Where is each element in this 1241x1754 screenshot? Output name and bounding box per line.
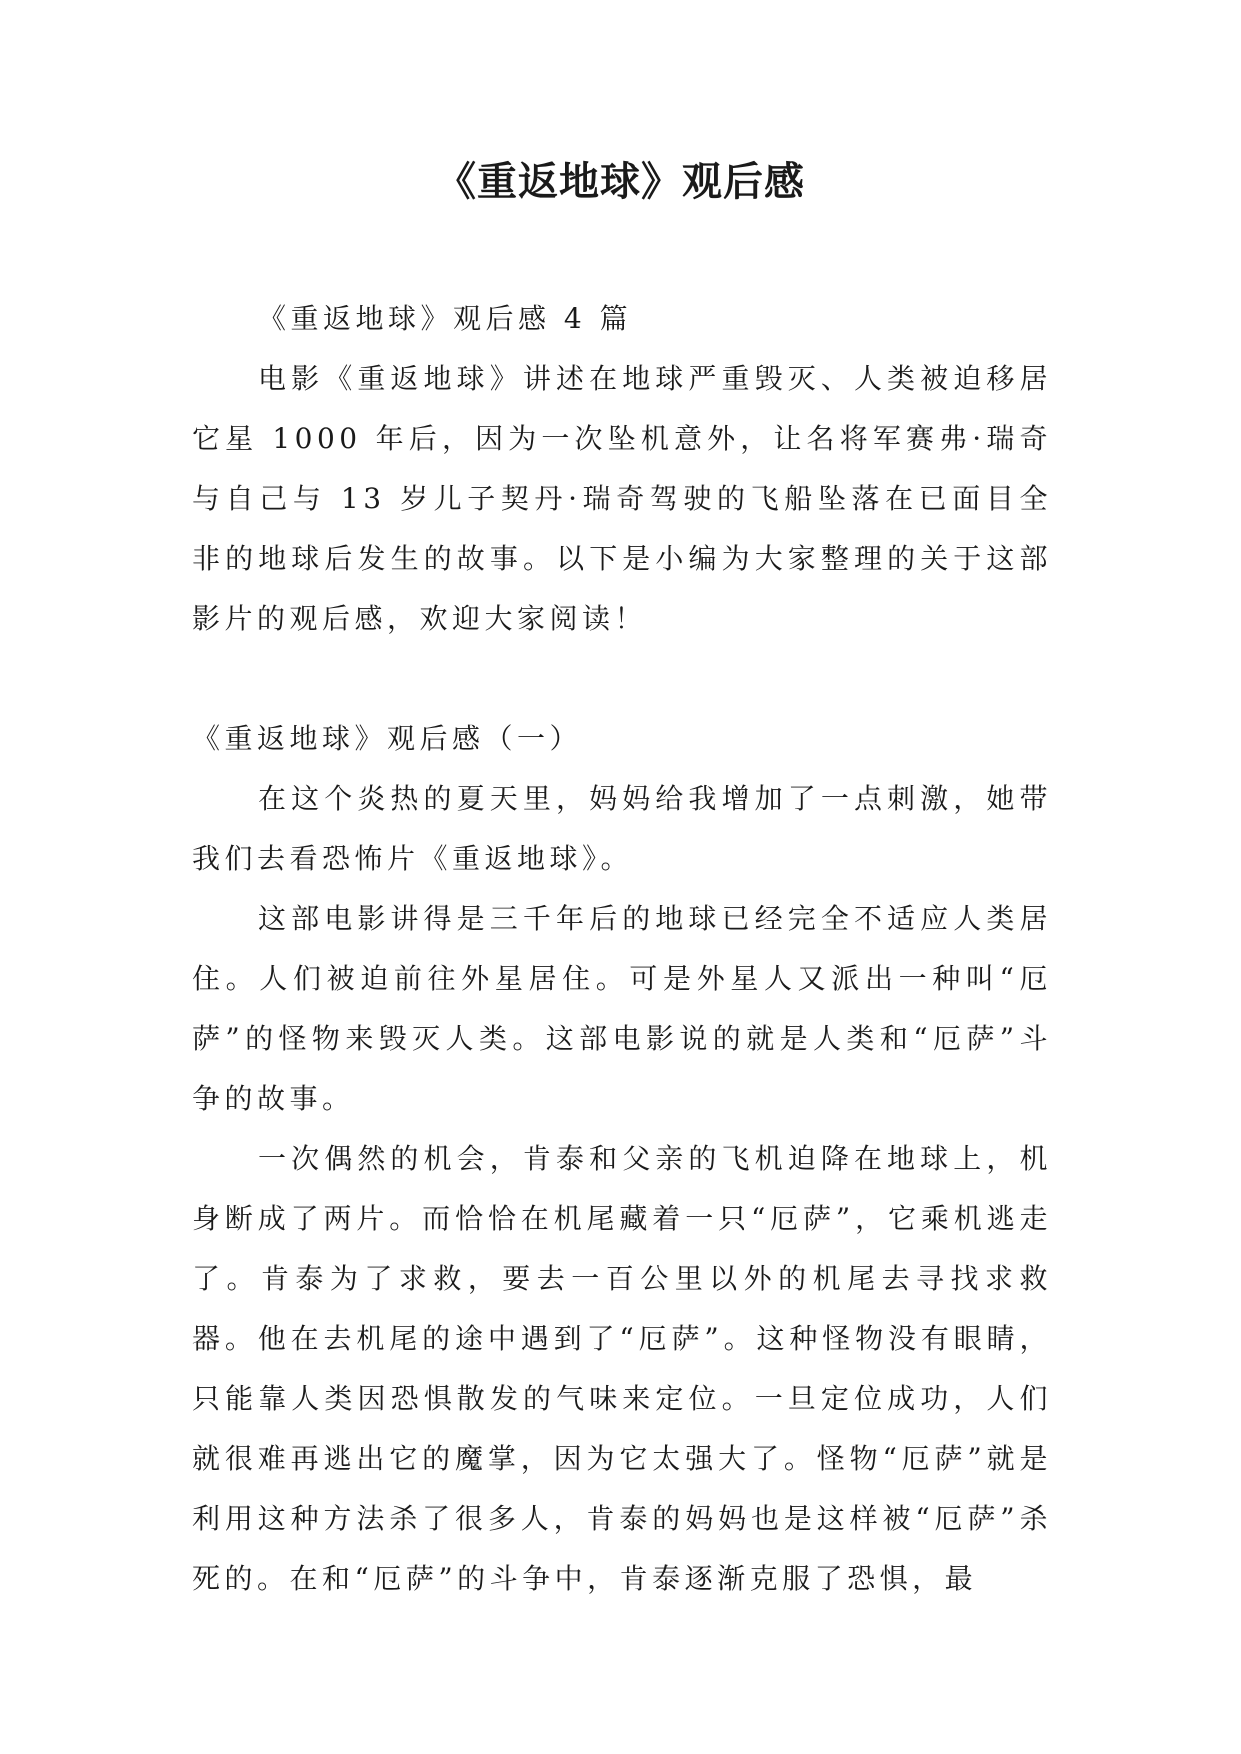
body-paragraph: 在这个炎热的夏天里，妈妈给我增加了一点刺激，她带我们去看恐怖片《重返地球》。 — [192, 782, 1052, 875]
intro-paragraph: 电影《重返地球》讲述在地球严重毁灭、人类被迫移居它星 1000 年后，因为一次坠机意外，让名将军赛弗·瑞奇与自己与 13 岁儿子契丹·瑞奇驾驶的飞船坠落在已面目全非的地球后发生的故事。以下是小编为大家整理的关于这部影片的观后感，欢迎大家阅读！ — [192, 362, 1052, 635]
document-body — [192, 289, 1052, 1609]
document-title: 《重返地球》观后感 — [436, 158, 805, 205]
section-heading: 《重返地球》观后感（一） — [192, 722, 583, 755]
document-subtitle: 《重返地球》观后感 4 篇 — [258, 302, 633, 335]
body-paragraph: 这部电影讲得是三千年后的地球已经完全不适应人类居住。人们被迫前往外星居住。可是外星人又派出一种叫“厄萨”的怪物来毁灭人类。这部电影说的就是人类和“厄萨”斗争的故事。 — [192, 902, 1052, 1115]
body-paragraph: 一次偶然的机会，肯泰和父亲的飞机迫降在地球上，机身断成了两片。而恰恰在机尾藏着一只“厄萨”，它乘机逃走了。肯泰为了求救，要去一百公里以外的机尾去寻找求救器。他在去机尾的途中遇到了“厄萨”。这种怪物没有眼睛，只能靠人类因恐惧散发的气味来定位。一旦定位成功，人们就很难再逃出它的魔掌，因为它太强大了。怪物“厄萨”就是利用这种方法杀了很多人，肯泰的妈妈也是这样被“厄萨”杀死的。在和“厄萨”的斗争中，肯泰逐渐克服了恐惧，最 — [192, 1142, 1052, 1595]
paragraph-gap — [192, 649, 1052, 709]
